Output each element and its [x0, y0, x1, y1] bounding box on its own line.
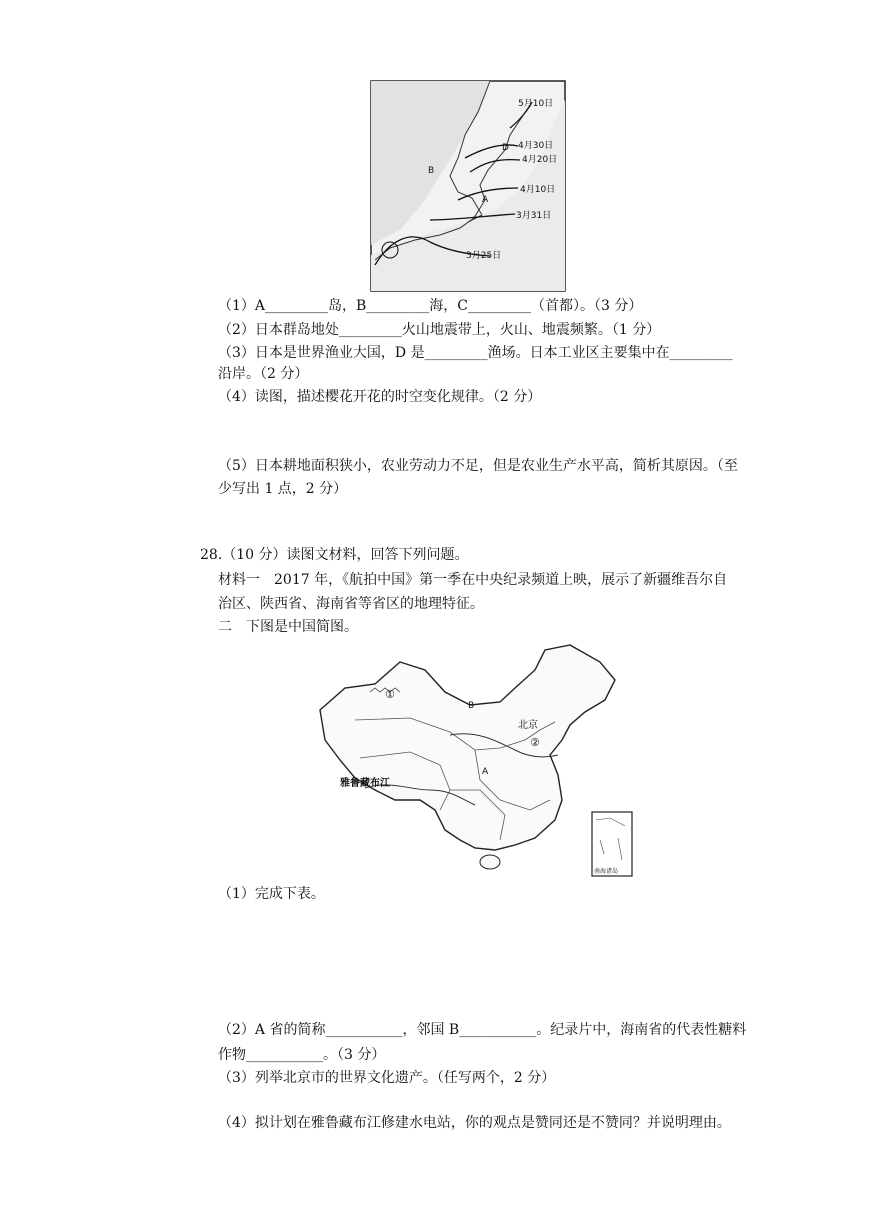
map-label-a: A [482, 767, 489, 777]
q28-material2: 二 下图是中国简图。 [218, 619, 358, 635]
beijing-label: 北京 [518, 720, 538, 731]
q27-part5-line1: （5）日本耕地面积狭小，农业劳动力不足，但是农业生产水平高，简析其原因。（至 [218, 458, 738, 474]
q28-part4: （4）拟计划在雅鲁藏布江修建水电站，你的观点是赞同还是不赞同？并说明理由。 [218, 1115, 731, 1131]
map-label-a: A [482, 195, 489, 205]
q28-part2-line1: （2）A 省的简称___________，邻国 B___________。纪录片中，海南省的代表性糖料 [218, 1022, 747, 1038]
q27-part3-line2: 沿岸。（2 分） [218, 366, 309, 382]
isoline-label: 4月30日 [518, 141, 554, 151]
map-label-circle2: ② [530, 736, 540, 749]
china-outline-map [300, 640, 640, 880]
isoline-label: 3月25日 [466, 251, 502, 261]
map-label-b: B [428, 166, 435, 176]
japan-cherry-blossom-map [370, 80, 566, 292]
q27-part4: （4）读图，描述樱花开花的时空变化规律。（2 分） [218, 389, 542, 405]
q28-part2-line2: 作物___________。（3 分） [218, 1047, 386, 1063]
q28-part1: （1）完成下表。 [218, 886, 325, 902]
yarlung-tsangpo-label: 雅鲁藏布江 [340, 778, 390, 789]
map-label-b: B [468, 701, 475, 711]
map-label-d: D [502, 143, 509, 153]
inset-label: 南海诸岛 [594, 868, 619, 875]
q28-material1-line2: 治区、陕西省、海南省等省区的地理特征。 [218, 596, 484, 612]
q27-part1: （1）A_________岛，B_________海，C_________（首都）。（3 分） [218, 298, 643, 314]
isoline-label: 3月31日 [516, 211, 552, 221]
map-label-circle1: ① [385, 688, 395, 701]
q27-part3-line1: （3）日本是世界渔业大国，D 是_________渔场。日本工业区主要集中在_________ [218, 345, 733, 361]
isoline-label: 5月10日 [518, 99, 554, 109]
q27-part2: （2）日本群岛地处_________火山地震带上，火山、地震频繁。（1 分） [218, 322, 661, 338]
q27-part5-line2: 少写出 1 点，2 分） [218, 481, 348, 497]
q28-heading: 28.（10 分）读图文材料，回答下列问题。 [200, 547, 469, 563]
isoline-label: 4月20日 [522, 155, 558, 165]
q28-material1-line1: 材料一 2017 年，《航拍中国》第一季在中央纪录频道上映，展示了新疆维吾尔自 [218, 572, 728, 588]
q28-part3: （3）列举北京市的世界文化遗产。（任写两个，2 分） [218, 1070, 556, 1086]
isoline-label: 4月10日 [520, 185, 556, 195]
